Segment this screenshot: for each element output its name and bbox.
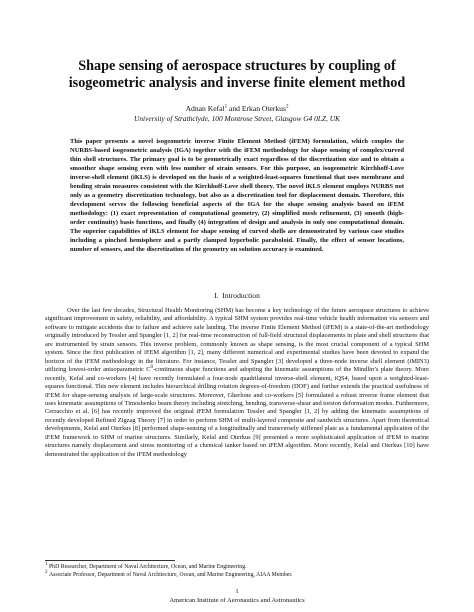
publisher-footer: American Institute of Aeronautics and Astronautics [169,597,305,604]
author-2-footnote-mark: 2 [285,104,289,110]
page-number: 1 [235,588,239,595]
intro-text-part-2: -continuous shape functions and adopting the kinematic assumptions of the Mindlin’s plate theory. More recently, Kefal and co-workers [4] have recently formulated a four-node quadrilateral inverse-shell element, iQS4, based upon a weighted-least-squares functional. This new element includes hierarchical drilling rotation degrees-of-freedom (DOF) and further extends the practical usefulness of iFEM for shape-sensing analysis of large-scale structures. Moreover, Gherlone and co-workers [5] formulated a robust inverse frame element that uses kinematic assumptions of Timoshenko beam theory including stretching, bending, transverse-shear and torsion deformation modes. Furthermore, Cerracchio et al. [6] has recently improved the original iFEM formulation Tessler and Spangler [1, 2] by adding the kinematic assumptions of recently developed Refined Zigzag Theory [7] in order to perform SHM of multi-layered composite and sandwich structures. Apart from theoretical developments, Kefal and Oterkus [8] performed shape-sensing of a longitudinally and transversely stiffened plate as a fundamental application of the iFEM framework to SHM of marine structures. Similarly, Kefal and Oterkus [9] presented a more sophisticated application of iFEM to marine structures namely displacement and stress monitoring of a chemical tanker based on iFEM algorithm. More recently, Kefal and Oterkus [10] have demonstrated the application of the iFEM methodology [45,366,430,458]
section-heading [45,291,429,301]
footnote-mark: 2 [45,570,48,576]
section-title: Introduction [222,291,260,300]
author-conjunction: and [228,104,240,113]
footnote-divider [45,560,175,561]
introduction-paragraph [45,307,429,459]
paper-title: Shape sensing of aerospace structures by coupling of isogeometric analysis and inverse finite element method [68,58,406,91]
footnote-text: Associate Professor, Department of Naval Architecture, Ocean, and Marine Engineering, AIAA Member. [48,572,293,579]
author-1-footnote-mark: 1 [224,104,228,110]
footnote [45,571,429,579]
intro-text-part-1: Over the last few decades, Structural Health Monitoring (SHM) has become a key technology of the future aerospace structures to achieve significant improvement in safety, reliability, and affordability. A typical SHM system provides real-time vehicle health information via sensors and software to mitigate accidents due to failure and achieve safe landing. The inverse Finite Element Method (iFEM) is a state-of-the-art methodology originally introduced by Tessler and Spangler [1, 2] for real-time reconstruction of full-field structural displacements in plate and shell structures that are instrumented by strain sensors. This inverse problem, commonly known as shape sensing, is the most crucial component of a typical SHM system. Since the first publication of iFEM algorithm [1, 2], many different numerical and experimental studies have been devoted to expand the horizon of the iFEM methodology in the literature. For instance, Tessler and Spangler [3] developed a three-node inverse shell element (iMIN3) utilizing lowest-order anisoparametric C [45,307,429,374]
footnotes [45,563,429,580]
author-line [45,104,429,114]
author-2-name: Erkan Oterkus [241,104,286,113]
author-1-name: Adnan Kefal [185,104,225,113]
continuity-superscript: 0 [150,365,153,371]
affiliation: University of Strathclyde, 100 Montrose Street, Glasgow G4 0LZ, UK [134,114,340,123]
footnote-mark: 1 [45,562,48,568]
footnote [45,563,429,571]
abstract: This paper presents a novel isogeometric inverse Finite Element Method (iFEM) formulation, which couples the NURBS-based isogeometric analysis (IGA) together with the iFEM methodology for shape sensing of complex/curved thin shell structures. The primary goal is to be geometrically exact regardless of the discretization size and to obtain a smoother shape sensing even with less number of strain sensors. For this purpose, an isogeometric Kirchhoff-Love inverse-shell element (iKLS) is developed on the basis of a weighted-least-squares functional that uses membrane and bending strain measures consistent with the Kirchhoff-Love shell theory. The novel iKLS element employs NURBS not only as a geometry discretization technology, but also as a discretization tool for displacement domain. Therefore, this development serves the following beneficial aspects of the IGA for the shape sensing analysis based on iFEM methodology: (1) exact representation of computational geometry, (2) simplified mesh refinement, (3) smooth (high-order continuity) basis functions, and finally (4) integration of design and analysis in only one computational domain. The superior capabilities of iKLS element for shape sensing of curved shells are demonstrated by various case studies including a pinched hemisphere and a partly clamped hyperbolic paraboloid. Finally, the effect of sensor locations, number of sensors, and the discretization of the geometry on solution accuracy is examined. [70,138,404,253]
footnote-text: PhD Researcher, Department of Naval Architecture, Ocean, and Marine Engineering. [48,564,247,570]
section-number: I. [214,291,219,300]
